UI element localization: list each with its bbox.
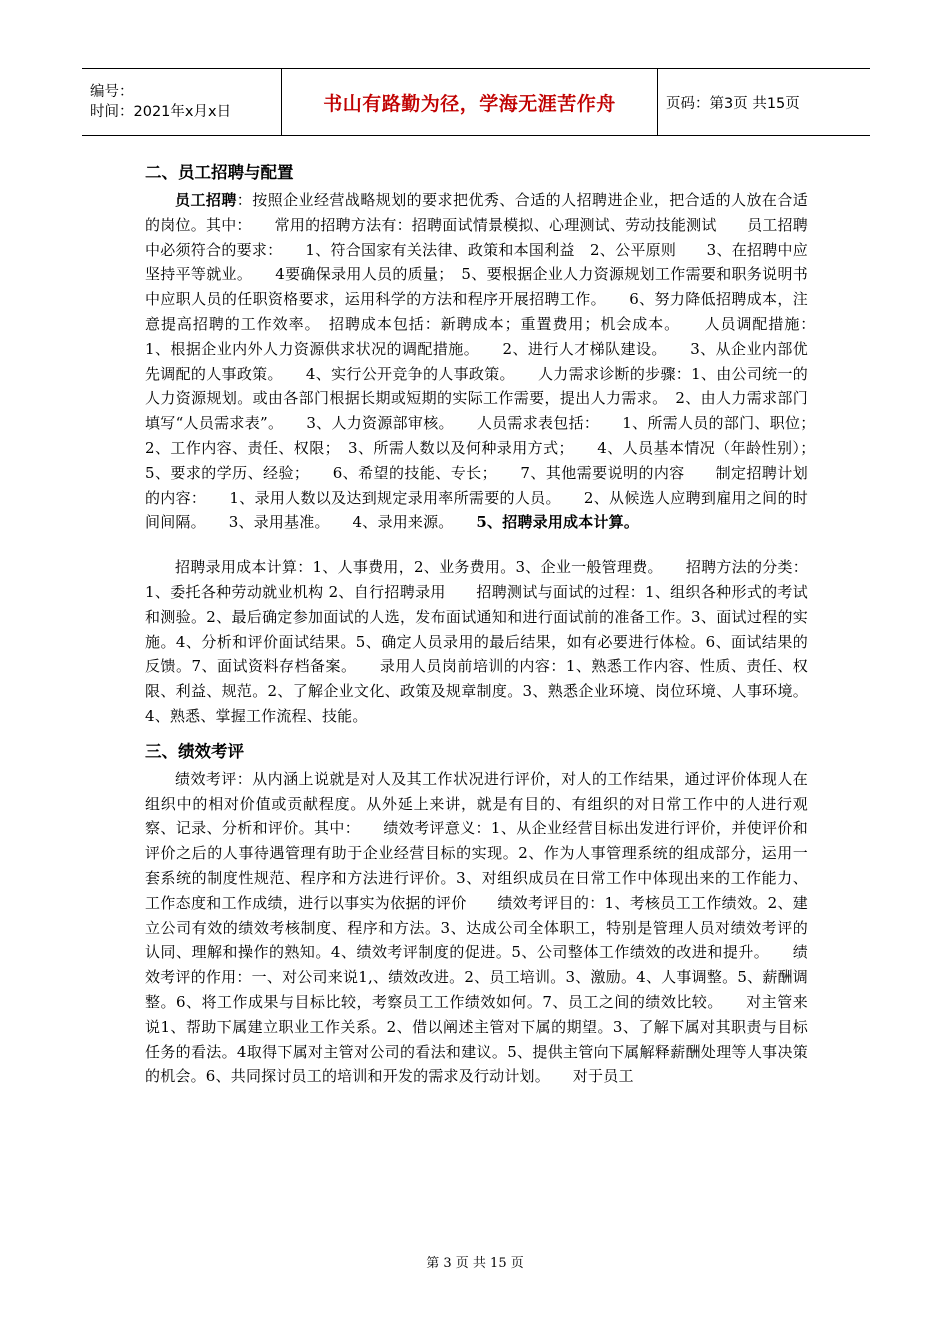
page-footer: 第 3 页 共 15 页: [426, 1256, 524, 1271]
section-title-performance: 三、绩效考评: [145, 741, 244, 761]
paragraph-spacer: [145, 535, 808, 555]
document-body: [145, 158, 839, 1089]
document-number-label: 编号：: [90, 84, 134, 100]
header-page-info: 页码：第3页 共15页: [666, 95, 800, 112]
paragraph-recruitment-text: ：按照企业经营战略规划的要求把优秀、合适的人招聘进企业，把合适的人放在合适的岗位。其中： 常用的招聘方法有：招聘面试情景模拟、心理测试、劳动技能测试 员工招聘中必须符合的要求： 1、符合国家有关法律、政策和本国利益 2、公平原则 3、在招聘中应坚持平等就业。 4要确保录用人员的质量； 5、要根据企业人力资源规划工作需要和职务说明书中应职人员的任职资格要求，运用科学的方法和程序开展招聘工作。 6、努力降低招聘成本，注意提高招聘的工作效率。 招聘成本包括：新聘成本；重置费用；机会成本。 人员调配措施： 1、根据企业内外人力资源供求状况的调配措施。 2、进行人才梯队建设。 3、从企业内部优先调配的人事政策。 4、实行公开竞争的人事政策。 人力需求诊断的步骤：1、由公司统一的人力资源规划。或由各部门根据长期或短期的实际工作需要，提出人力需求。 2、由人力需求部门填写“人员需求表”。 3、人力资源部审核。 人员需求表包括： 1、所需人员的部门、职位； 2、工作内容、责任、权限； 3、所需人数以及何种录用方式； 4、人员基本情况（年龄性别）； 5、要求的学历、经验； 6、希望的技能、专长； 7、其他需要说明的内容 制定招聘计划的内容： 1、录用人数以及达到规定录用率所需要的人员。 2、从候选人应聘到雇用之间的时间间隔。 3、录用基准。 4、录用来源。: [145, 191, 839, 532]
paragraph-recruitment: [145, 188, 839, 535]
document-date: 时间：2021年x月x日: [90, 104, 232, 120]
header-motto: 书山有路勤为径，学海无涯苦作舟: [282, 69, 658, 135]
paragraph-performance: 绩效考评：从内涵上说就是对人及其工作状况进行评价，对人的工作结果，通过评价体现人在组织中的相对价值或贡献程度。从外延上来讲，就是有目的、有组织的对日常工作中的人进行观察、记录、分析和评价。其中： 绩效考评意义：1、从企业经营目标出发进行评价，并使评价和评价之后的人事待遇管理有助于企业经营目标的实现。2、作为人事管理系统的组成部分，运用一套系统的制度性规范、程序和方法进行评价。3、对组织成员在日常工作中体现出来的工作能力、工作态度和工作成绩，进行以事实为依据的评价 绩效考评目的：1、考核员工工作绩效。2、建立公司有效的绩效考核制度、程序和方法。3、达成公司全体职工，特别是管理人员对绩效考评的认同、理解和操作的熟知。4、绩效考评制度的促进。5、公司整体工作绩效的改进和提升。 绩效考评的作用：一、对公司来说1,、绩效改进。2、员工培训。3、激励。4、人事调整。5、薪酬调整。6、将工作成果与目标比较，考察员工工作绩效如何。7、员工之间的绩效比较。 对主管来说1、帮助下属建立职业工作关系。2、借以阐述主管对下属的期望。3、了解下属对其职责与目标任务的看法。4取得下属对主管对公司的看法和建议。5、提供主管向下属解释薪酬处理等人事决策的机会。6、共同探讨员工的培训和开发的需求及行动计划。 对于员工: [145, 769, 808, 1086]
term-recruitment: 员工招聘: [175, 191, 237, 209]
page-header: [82, 68, 870, 136]
paragraph-recruitment-bold-tail: 5、招聘录用成本计算。: [476, 513, 640, 532]
section-title-recruitment: 二、员工招聘与配置: [145, 163, 294, 182]
header-meta: [82, 69, 282, 135]
paragraph-recruitment-cost: 招聘录用成本计算：1、人事费用，2、业务费用。3、企业一般管理费。 招聘方法的分类：1、委托各种劳动就业机构 2、自行招聘录用 招聘测试与面试的过程：1、组织各种形式的考试和测验。2、最后确定参加面试的人选，发布面试通知和进行面试前的准备工作。3、面试过程的实施。4、分析和评价面试结果。5、确定人员录用的最后结果，如有必要进行体检。6、面试结果的反馈。7、面试资料存档备案。 录用人员岗前培训的内容：1、熟悉工作内容、性质、责任、权限、利益、规范。2、了解企业文化、政策及规章制度。3、熟悉企业环境、岗位环境、人事环境。4、熟悉、掌握工作流程、技能。: [145, 558, 808, 725]
